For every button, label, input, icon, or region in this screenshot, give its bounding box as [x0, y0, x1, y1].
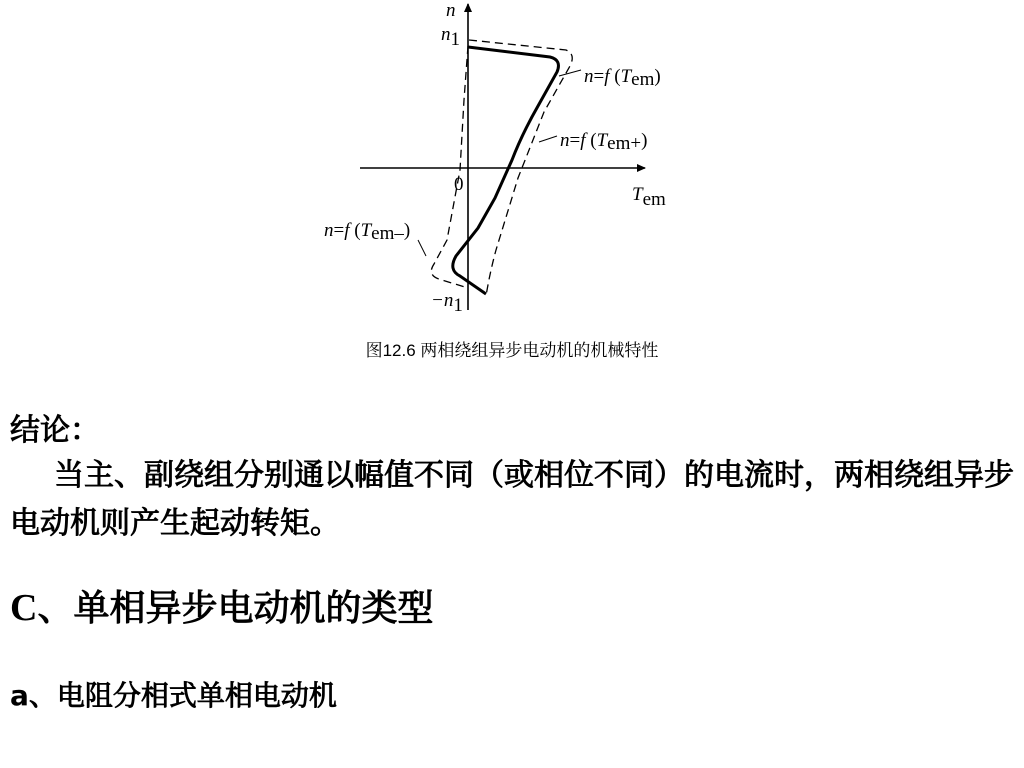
- figure-caption: 图12.6 两相绕组异步电动机的机械特性: [365, 341, 659, 360]
- mechanical-characteristic-figure: [300, 0, 720, 330]
- leader-minus: [418, 240, 426, 256]
- label-curve-plus: n=f (Tem+): [560, 130, 648, 154]
- section-title: [10, 580, 433, 631]
- label-curve-main: n=f (Tem): [584, 66, 661, 90]
- leader-plus: [539, 136, 557, 142]
- curve-tem-minus: [431, 46, 468, 288]
- section-letter: C: [10, 587, 38, 629]
- leader-main: [559, 70, 581, 76]
- y-axis-label: n: [446, 0, 456, 21]
- conclusion-heading: 结论：: [10, 413, 100, 448]
- section-title-text: 、单相异步电动机的类型: [37, 588, 434, 629]
- subsection-title: a、电阻分相式单相电动机: [10, 679, 337, 712]
- n1-label: n1: [441, 24, 460, 50]
- x-axis-label: Tem: [632, 184, 666, 210]
- origin-label: 0: [454, 174, 464, 195]
- label-curve-minus: n=f (Tem–): [324, 220, 411, 244]
- neg-n1-label: −n1: [431, 290, 463, 316]
- characteristic-diagram: [300, 0, 720, 330]
- conclusion-paragraph: 当主、副绕组分别通以幅值不同（或相位不同）的电流时，两相绕组异步电动机则产生起动转矩。: [10, 458, 1014, 541]
